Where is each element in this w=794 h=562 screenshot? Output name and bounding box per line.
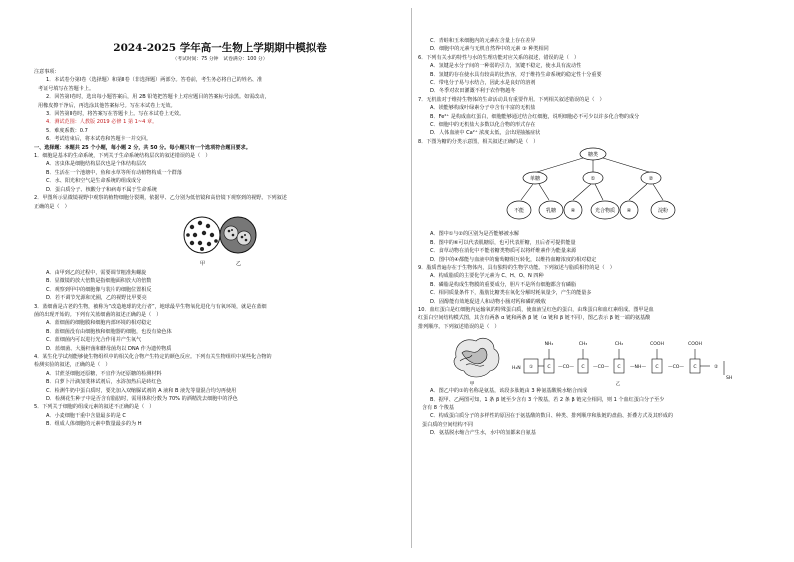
q6-option-c: C．带电分子易与水结合，因此水是良好的溶剂 (430, 80, 536, 87)
q6-option-d: D．冬季对农田灌溉不利于农作物越冬 (430, 88, 516, 95)
peptide-chain (512, 341, 732, 381)
q7-option-d: D．人体血液中 Ca²⁺ 浓度太低，会出现抽搐症状 (430, 130, 541, 137)
q2-stem-2: 正确的是（ ） (34, 203, 70, 210)
q9-option-a: A．构成脂质的主要化学元素为 C、H、O、N 四种 (430, 273, 544, 280)
q4-stem: 4．某生化学试剂能够使生物组织中的相关化合物产生特定的颜色反应。下列有关生物组织中某些化合物的 (34, 353, 272, 360)
q6-stem: 6．下列有关水的特性与水的生理功能对应关系的叙述，错误的是（ ） (418, 54, 580, 61)
diagram-leaf-a: 不能 (513, 208, 525, 215)
q1-option-c: C．水、阳光和空气是生命系统的组成成分 (46, 178, 142, 185)
svg-text:②: ② (714, 365, 719, 371)
note-5: 5．难度系数：0.7 (46, 127, 88, 134)
svg-text:①: ① (528, 365, 534, 371)
q7-option-c: C．细胞中的无机盐大多数以化合物的形式存在 (430, 122, 536, 129)
diagram-root: 糖类 (587, 152, 599, 159)
diagram-node-1: ① (590, 176, 596, 183)
q10-option-c-2: 蛋白质的空间结构不同 (422, 421, 473, 428)
q10-stem-3: 排列顺序。下列叙述错误的是（ ） (418, 323, 500, 330)
q2-option-c: C．观察到甲中的细胞像与装片的细胞位置相反 (46, 286, 152, 293)
q7-option-b: B．Fe²⁺ 是构成血红蛋白，细胞能够通过结合红细胞，说明细胞必不可少以许多化合物的成分 (430, 113, 640, 120)
sugar-classification-diagram (503, 146, 683, 230)
notes-heading: 注意事项： (34, 69, 60, 75)
chain-bond-2: —CO— (592, 365, 610, 371)
q6-option-b: B．氢键的存在使水具有较高的比热容，对于维持生命系统的稳定性十分重要 (430, 71, 602, 78)
q7-option-a: A．镁能够构成叶绿素分子中含有丰富的无机盐 (430, 105, 536, 112)
chain-group-cooh-1: COOH (650, 342, 664, 348)
q5-option-c: C．青蛙和玉米细胞内的元素在含量上存在差异 (430, 38, 536, 44)
q4-option-a: A．甘蔗茎细胞还原糖，不宜作为还原糖的检测材料 (46, 370, 162, 377)
q10-stem: 10．血红蛋白是红细胞内运输氧的特殊蛋白质，使血液呈红色的蛋白，由珠蛋白和血红素组成。图甲是血 (418, 306, 654, 313)
q10-option-d: D．氨基脱水缩合产生水，水中的氢都来自氨基 (430, 430, 536, 437)
diagram-leaf-d: 光合物质 (594, 208, 616, 215)
hemoglobin-figure (448, 331, 738, 387)
q9-option-d: D．固醇能有效地促进人和动物小肠对钙和磷的吸收 (430, 298, 546, 305)
svg-text:C: C (655, 365, 659, 371)
q9-option-c: C．相同质量条件下，脂肪比糖类在氧化分解时耗氧量少，产生的能量多 (430, 290, 592, 297)
note-2a: 2．回答第Ⅰ卷时，选出每小题答案后，用 2B 铅笔把答题卡上对应题目的答案标号涂黑。如需改动， (46, 94, 270, 101)
diagram-leaf-b: 乳糖 (545, 208, 557, 215)
q8-stem: 8．下图为糖的分类示意图，相关叙述正确的是（ ） (418, 138, 539, 145)
chain-bond-4: —CO— (667, 365, 685, 371)
q2-option-b: B．显微镜的放大倍数是指细胞面积放大的倍数 (46, 278, 152, 285)
q2-option-d: D．若不调节光源和光圈，乙的视野比甲要亮 (46, 295, 147, 302)
q8-option-c: C．食草动物在消化中不能者糖类物质可以将纤维素作为能量来源 (430, 248, 577, 255)
diagram-node-2: ② (648, 176, 654, 183)
chain-group-sh: SH (726, 376, 733, 382)
q2-stem: 2．甲图所示显微镜视野中观察的植物细胞分裂期，依据甲、乙分别为低倍镜和高倍镜下观察到的视野。下列叙述 (34, 195, 287, 202)
q6-option-a: A．氢键是水分子间的一种弱的引力，氢键不稳定，使水具有流动性 (430, 63, 582, 70)
diagram-leaf-f: 淀粉 (657, 208, 669, 215)
svg-text:C: C (581, 365, 585, 371)
chain-group-ch2: CH₂ (614, 342, 624, 348)
exam-subtitle: （考试时间：75 分钟 试卷满分：100 分） (172, 57, 268, 62)
note-1a: 1．本试卷分第Ⅰ卷（选择题）和第Ⅱ卷（非选择题）两部分。答卷前，考生务必将自己的姓名、准 (46, 77, 263, 84)
svg-text:C: C (617, 365, 621, 371)
note-4: 4．测试范围：人教版 2019 必修 1 第 1~4 章。 (46, 119, 158, 126)
q2-option-a: A．由甲到乙的过程中，需要调节粗准焦螺旋 (46, 269, 147, 276)
q4-stem-2: 检测实验的叙述，正确的是（ ） (34, 362, 111, 369)
chain-group-nh2: NH₂ (544, 342, 554, 348)
note-3: 3．回答第Ⅱ卷时，将答案写在答题卡上。写在本试卷上无效。 (46, 111, 185, 118)
note-2b: 用橡皮擦干净后，再选涂其他答案标号。写在本试卷上无效。 (38, 102, 176, 109)
q10-option-c: C．构成蛋白质分子的多样性的原因在于氨基酸的数目、种类、排列顺序和肽链的盘曲、折叠方式及其形成的 (430, 413, 673, 420)
q3-option-d: D．蓝细菌、大肠杆菌和酵母菌均以 DNA 作为遗传物质 (46, 345, 172, 352)
q1-option-d: D．蛋白质分子、核酸分子和病毒不属于生命系统 (46, 186, 157, 193)
chain-bond-1: —CO— (557, 365, 575, 371)
q10-option-a: A．图乙中的①的名称是氨基，该段多肽链由 3 种氨基酸脱水缩合而成 (430, 388, 588, 395)
svg-text:C: C (693, 365, 697, 371)
q1-stem: 1．细胞是基本的生命系统，下列关于生命系统结构层次的叙述错误的是（ ） (34, 153, 211, 160)
q3-option-b: B．蓝细菌没有由细胞核和细胞器的细胞，也没有染色体 (46, 328, 172, 335)
q5-option-b: B．组成人体细胞的元素中数量最多的为 H (46, 421, 142, 428)
q10-stem-2: 红蛋白空间结构模式图，其含有两条 α 链和两条 β 链（α 链和 β 链不同），图乙表示 β 链一端的氨基酸 (418, 315, 651, 322)
q10-option-b: B．据甲、乙两图可知，1 条 β 链至少含有 3 个羧基，若 2 条 β 链完全相同，则 1 个血红蛋白分子至少 (430, 396, 665, 403)
q4-option-d: D．检测花生种子中是否含有脂肪时，需用体积分数为 70% 的酒精洗去细胞中的浮色 (46, 396, 238, 402)
q1-option-b: B．生活在一个池塘中，鱼和水草等所有动植物构成一个群落 (46, 169, 182, 176)
q7-stem: 7．无机盐对于维持生物体的生命活动具有重要作用。下列相关叙述错误的是（ ） (418, 96, 605, 103)
exam-title: 2024-2025 学年高一生物上学期期中模拟卷 (113, 42, 327, 54)
column-divider (411, 8, 412, 548)
diagram-leaf-c: ④ (570, 208, 576, 215)
left-column (34, 0, 406, 429)
q4-option-b: B．白萝卜汁滴加斐林试剂后，水浴加热后是砖红色 (46, 379, 162, 386)
microscope-view-figure (180, 211, 260, 269)
note-1b: 考证号填写在答题卡上。 (38, 85, 95, 92)
q5-option-a: A．小麦细胞干重中含量最多的是 C (46, 412, 126, 419)
q3-stem-2: 菌的出现开始的。下列有关蓝细菌的叙述正确的是（ ） (34, 311, 162, 318)
hemoglobin-structure (454, 338, 499, 377)
q8-option-a: A．图中①与②的区别为是否能够被水解 (430, 231, 520, 238)
q3-option-c: C．蓝细菌内可以进行光合作用并产生氧气 (46, 337, 142, 344)
chain-group-cooh-2: COOH (688, 342, 702, 348)
section-1-heading: 一、选择题：本题共 25 个小题，每小题 2 分，共 50 分。每小题只有一个选项符合题目要求。 (34, 144, 251, 151)
figure-label-jia: 甲 (469, 382, 475, 388)
q8-option-b: B．图中的⑥可以代表肌糖原，也可代表肝糖，且后者可提供能量 (430, 239, 576, 246)
figure-label-yi: 乙 (236, 260, 242, 267)
q1-option-a: A．害虫体是细胞结构层次也是个体结构层次 (46, 161, 147, 168)
q8-option-d: D．图中的④都能与血液中的葡萄糖相互转化，以维持血糖浓度的相对稳定 (430, 256, 597, 263)
q9-stem: 9．脂质普遍存在于生物体内，具有独特的生物学功能。下列叙述与脂质相符的是（ ） (418, 264, 615, 271)
svg-text:C: C (547, 365, 551, 371)
q9-option-b: B．磷脂是构成生物膜的重要成分，胆片不是所有细胞都含有磷脂 (430, 281, 577, 288)
chain-amino-end: H₂N (512, 366, 521, 372)
q4-option-c: C．检测牛奶中蛋白质时，要先加入双缩脲试剂的 A 液和 B 液先等量混合均匀再使用 (46, 387, 237, 394)
diagram-node-monosaccharide: 单糖 (529, 176, 541, 183)
figure-label-yi: 乙 (615, 382, 621, 388)
chain-bond-3: —NH— (629, 365, 647, 371)
diagram-leaf-e: ④ (626, 208, 632, 215)
q3-option-a: A．蓝细菌的细胞膜和细胞内部环境的相对稳定 (46, 320, 152, 327)
chain-group-ch3: CH₃ (578, 342, 588, 348)
q5-stem: 5．下列关于细胞的组成元素的叙述不正确的是（ ） (34, 404, 155, 411)
note-6: 6．考试结束后，将本试卷和答题卡一并交回。 (46, 136, 152, 143)
right-column (418, 37, 768, 438)
figure-label-jia: 甲 (200, 260, 206, 267)
q10-option-b-2: 含有 8 个羧基 (422, 404, 454, 411)
q3-stem: 3．蓝细菌是古老的生物，被称为“改造地球的先行者”，地球最早生物氧化进化与有氧环境，就是在蓝细 (34, 303, 267, 310)
q5-option-d: D．细胞中的元素与无机自然界中的元素 ③ 种类相同 (430, 46, 549, 53)
